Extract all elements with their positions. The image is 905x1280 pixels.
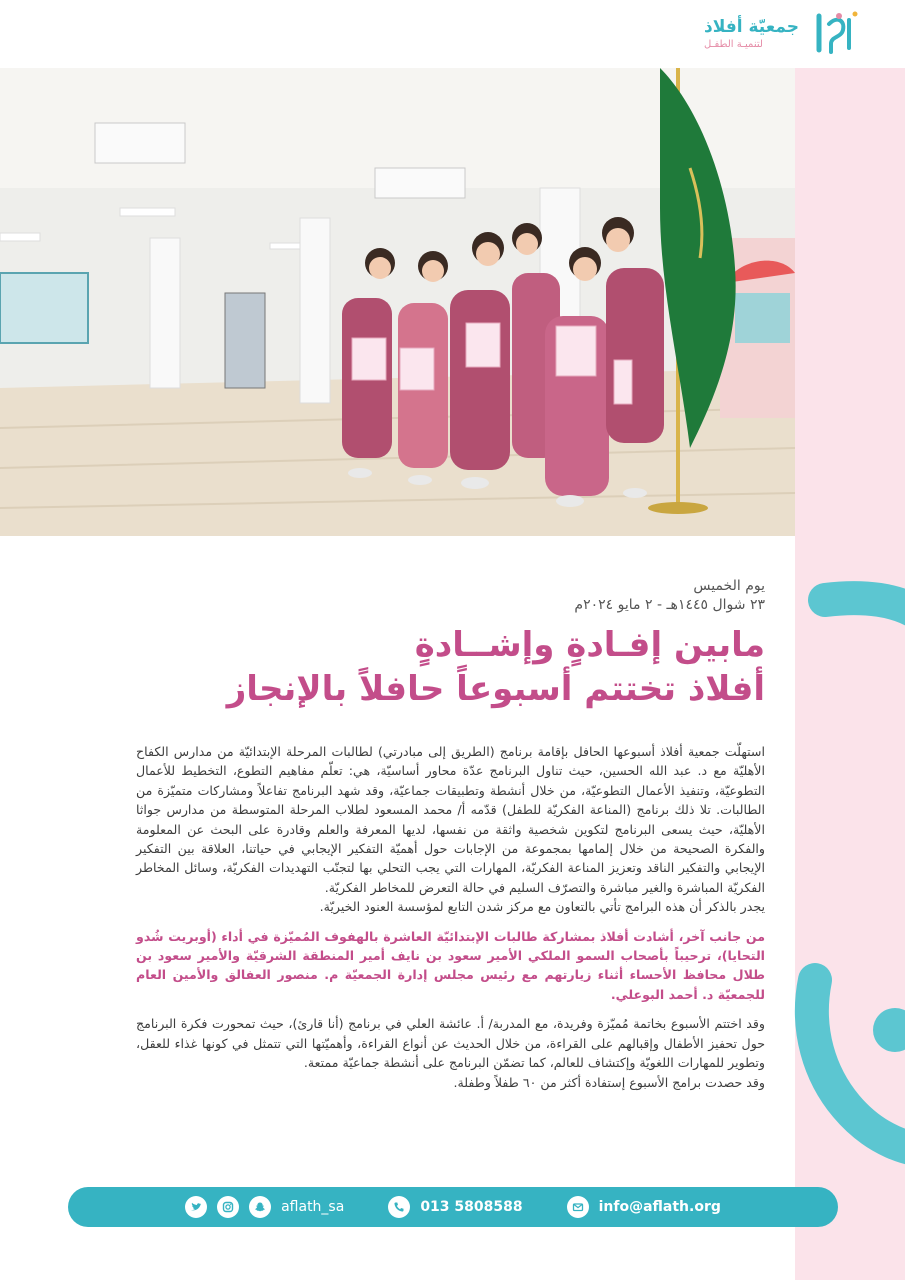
email-icon	[567, 1196, 589, 1218]
article-header	[120, 577, 765, 711]
decorative-letter-graphic	[785, 560, 905, 1180]
brand-logo	[704, 10, 861, 58]
school-students-photo	[0, 68, 795, 536]
article-title-line2: أفلاذ تختتم أسبوعاً حافلاً بالإنجاز	[226, 669, 765, 709]
snapchat-icon[interactable]	[249, 1196, 271, 1218]
article-paragraph-1: استهلّت جمعية أفلاذ أسبوعها الحافل بإقامة برنامج (الطريق إلى مبادرتي) لطالبات المرحلة الإبتدائيّة من مدارس الكفاح الأهليّة مع د. عبد الله الحسين، حيث تناول البرنامج عدّة محاور أساسيّة، هي: تعلّم مفاهيم التطوع، التخطيط للأعمال التطوعيّة، وتنفيذ الأعمال التطوعيّة، من خلال أنشطة وتطبيقات جماعيّة، وقد شهد البرنامج تفاعلاً ومشاركات متميّزة من الطالبات. تلا ذلك برنامج (المناعة الفكريّة للطفل) قدّمه أ/ محمد المسعود لطلاب المرحلة المتوسطة من مدارس جواثا الأهليّة، حيث يسعى البرنامج لتكوين شخصية واثقة من نفسها، لديها المعرفة والعلم وقادرة على البحث عن المعلومة والفكرة الصحيحة من خلال إلمامها بمجموعة من الإجابات حول أهميّة التفكير الإيجابي في حياتنا، العلاقة بين التفكير الإيجابي والتفكير الناقد وتعزيز المناعة الفكريّة، المهارات التي يجب التحلي بها لتجنّب التهديدات الفكريّة، وسائل المخاطر الفكريّة المباشرة والغير مباشرة والتصرّف السليم في حالة التعرض للمخاطر الفكريّة.	[136, 744, 765, 895]
header	[0, 0, 905, 68]
phone-icon	[388, 1196, 410, 1218]
article-paragraph-2: يجدر بالذكر أن هذه البرامج تأتي بالتعاون مع مركز شدن التابع لمؤسسة العنود الخيريّة.	[319, 899, 765, 915]
instagram-icon[interactable]	[217, 1196, 239, 1218]
footer-contact-bar	[68, 1187, 838, 1227]
brand-tagline: لتنميـة الطفـل	[703, 39, 763, 51]
aflath-logo-mark	[809, 10, 861, 58]
article-paragraph-highlight: من جانب آخر، أشادت أفلاذ بمشاركة طالبات الإبتدائيّة العاشرة بالهفوف المُميّزة في أداء (أوبريت شُدو التحايا)، ترحيباً بأصحاب السمو الملكي الأمير سعود بن نايف أمير المنطقة الشرقيّة والأمير سعود بن طلال محافظ الأحساء أثناء زيارتهم مع رئيس مجلس إدارة الجمعيّة م. منصور العفالق والأمين العام للجمعيّة د. أحمد البوعلي.	[136, 928, 765, 1002]
article-paragraph-5: وقد حصدت برامج الأسبوع إستفادة أكثر من ٦٠ طفلاً وطفلة.	[453, 1074, 765, 1090]
twitter-icon[interactable]	[185, 1196, 207, 1218]
footer-email[interactable]	[567, 1196, 721, 1218]
footer-phone[interactable]	[388, 1196, 522, 1218]
article-body	[136, 742, 765, 1092]
footer-social[interactable]	[185, 1196, 344, 1218]
article-paragraph-4: وقد اختتم الأسبوع بخاتمة مُميّزة وفريدة، مع المدربة/ أ. عائشة العلي في برنامج (أنا قارئ)، حيث تمحورت فكرة البرنامج حول تحفيز الأطفال وإقبالهم على القراءة، من خلال الحديث عن أنواع القراءة، وأهميّتها التي تتمثل في كونها غذاء للعقل، وتطوير للمهارات اللغويّة وإكتشاف للعالم، كما تضمّن البرنامج على أنشطة جماعيّة ممتعة.	[136, 1016, 765, 1071]
social-handle[interactable]: aflath_sa	[281, 1199, 345, 1215]
hero-photo	[0, 68, 795, 536]
brand-name: جمعيّة أفلاذ	[703, 16, 799, 37]
email-address[interactable]: info@aflath.org	[598, 1199, 721, 1215]
article-title-line1: مابين إفـادةٍ وإشــادةٍ	[414, 625, 765, 665]
article-day: يوم الخميس	[693, 578, 765, 594]
phone-number[interactable]: 013 5808588	[420, 1199, 523, 1215]
article-date: ٢٣ شوال ١٤٤٥هـ - ٢ مايو ٢٠٢٤م	[574, 597, 765, 613]
